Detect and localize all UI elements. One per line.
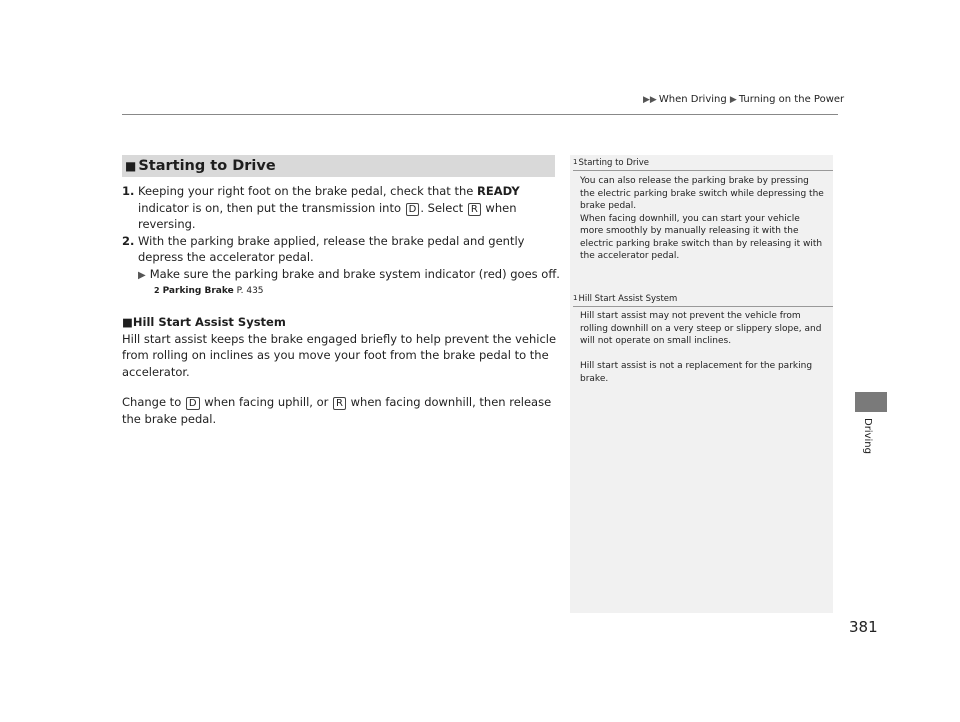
step-2 [122, 233, 562, 266]
gear-d-key: D [186, 397, 200, 410]
page-number: 381 [849, 618, 878, 636]
chapter-label: Driving [862, 418, 873, 454]
triangle-right-icon: ▶ [138, 269, 146, 281]
reference-label[interactable]: Parking Brake [162, 286, 234, 296]
reference-icon: 2 [154, 286, 160, 295]
step-number: 1. [122, 184, 135, 198]
note-title-text: Starting to Drive [578, 158, 649, 168]
breadcrumb-item[interactable]: When Driving [658, 94, 727, 105]
main-content [122, 183, 562, 427]
step-1 [122, 183, 562, 233]
gear-r-key: R [333, 397, 346, 410]
step-text: With the parking brake applied, release the brake pedal and gently depress the accelerator pedal. [138, 233, 525, 264]
ready-indicator-label: READY [477, 184, 520, 198]
note-body: You can also release the parking brake by pressing the electric parking brake switch while depressing the brake pedal. When facing downhill, you can start your vehicle more smoothly by manually releasing it with the electric parking brake switch than by releasing it with the accelerator pedal. [580, 176, 824, 261]
triangle-right-icon: ▶ [729, 95, 737, 105]
note-title [573, 158, 649, 168]
section-title: Starting to Drive [138, 158, 276, 174]
notes-sidebar [570, 155, 833, 613]
gear-d-key: D [406, 203, 420, 216]
step-text: Keeping your right foot on the brake pedal, check that the [138, 184, 477, 198]
hill-start-heading [122, 314, 562, 331]
note-divider [573, 306, 833, 307]
tip-text: Make sure the parking brake and brake system indicator (red) goes off. [149, 266, 560, 281]
note-icon: 1 [573, 294, 578, 302]
chapter-tab[interactable] [855, 392, 887, 412]
para-text: when facing downhill, then release the brake pedal. [122, 395, 552, 426]
hill-start-instructions [122, 394, 562, 427]
step-text: when reversing. [138, 200, 517, 231]
step-text: indicator is on, then put the transmission into [138, 200, 405, 215]
breadcrumb [643, 94, 844, 105]
square-bullet-icon: ■ [122, 315, 133, 329]
para-text: Change to [122, 395, 185, 409]
reference-page[interactable]: P. 435 [236, 286, 264, 296]
breadcrumb-item[interactable]: Turning on the Power [738, 94, 845, 105]
note-title-text: Hill Start Assist System [578, 294, 678, 304]
note-icon: 1 [573, 158, 578, 166]
cross-reference[interactable] [122, 284, 562, 298]
gear-r-key: R [468, 203, 481, 216]
subheading-text: Hill Start Assist System [132, 315, 286, 329]
step-number: 2. [122, 233, 135, 248]
hill-start-paragraph: Hill start assist keeps the brake engaged briefly to help prevent the vehicle from rolling on inclines as you move your foot from the brake pedal to the accelerator. [122, 331, 557, 379]
note-title [573, 294, 677, 304]
section-header [122, 155, 555, 177]
note-divider [573, 170, 833, 171]
triangle-right-icon: ▶▶ [643, 95, 657, 105]
para-text: when facing uphill, or [200, 395, 333, 409]
step-text: . Select [420, 200, 467, 215]
header-divider [122, 114, 838, 115]
tip [122, 266, 562, 285]
square-bullet-icon: ■ [125, 159, 137, 173]
note-body: Hill start assist may not prevent the vehicle from rolling downhill on a very steep or slippery slope, and will not operate on small inclines. Hill start assist is not a replacement for the parking brake. [580, 311, 822, 384]
